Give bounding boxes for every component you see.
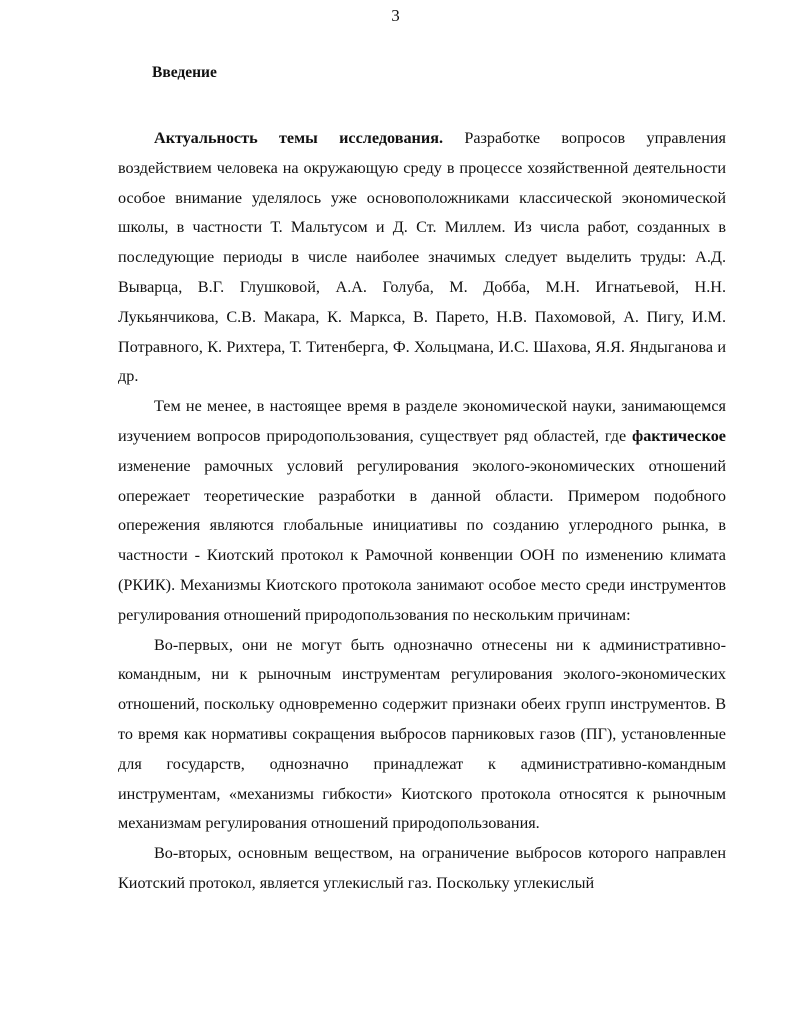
page-number: 3	[391, 6, 400, 25]
paragraph-lead-bold: Актуальность темы исследования.	[154, 129, 444, 147]
paragraph-text-before-bold: Тем не менее, в настоящее время в разделе экономической науки, занимающемся изучением вопросов природопользования, существует ряд областей, где	[118, 397, 726, 445]
section-heading: Введение	[152, 64, 217, 81]
body-text	[118, 124, 726, 899]
paragraph-nevertheless	[118, 392, 726, 630]
paragraph-secondly: Во-вторых, основным веществом, на ограничение выбросов которого направлен Киотский протокол, является углекислый газ. Поскольку углекислый	[118, 844, 726, 892]
paragraph-firstly: Во-первых, они не могут быть однозначно отнесены ни к административно-командным, ни к рыночным инструментам регулирования эколого-экономических отношений, поскольку одновременно содержит признаки обеих групп инструментов. В то время как нормативы сокращения выбросов парниковых газов (ПГ), установленные для государств, однозначно принадлежат к административно-командным инструментам, «механизмы гибкости» Киотского протокола относятся к рыночным механизмам регулирования отношений природопользования.	[118, 635, 726, 833]
paragraph-text-after-bold: изменение рамочных условий регулирования эколого-экономических отношений опережает теоретические разработки в данной области. Примером подобного опережения являются глобальные инициативы по созданию углеродного рынка, в частности - Киотский протокол к Рамочной конвенции ООН по изменению климата (РКИК). Механизмы Киотского протокола занимают особое место среди инструментов регулирования отношений природопользования по нескольким причинам:	[118, 456, 726, 624]
paragraph-relevance	[118, 124, 726, 392]
paragraph-inline-bold: фактическое	[632, 426, 726, 445]
paragraph-text: Разработке вопросов управления воздействием человека на окружающую среду в процессе хозяйственной деятельности особое внимание уделялось уже основоположниками классической экономической школы, в частности Т. Мальтусом и Д. Ст. Миллем. Из числа работ, созданных в последующие периоды в числе наиболее значимых следует выделить труды: А.Д. Выварца, В.Г. Глушковой, А.А. Голуба, М. Добба, М.Н. Игнатьевой, Н.Н. Лукьянчикова, С.В. Макара, К. Маркса, В. Парето, Н.В. Пахомовой, А. Пигу, И.М. Потравного, К. Рихтера, Т. Титенберга, Ф. Хольцмана, И.С. Шахова, Я.Я. Яндыганова и др.	[118, 129, 726, 386]
